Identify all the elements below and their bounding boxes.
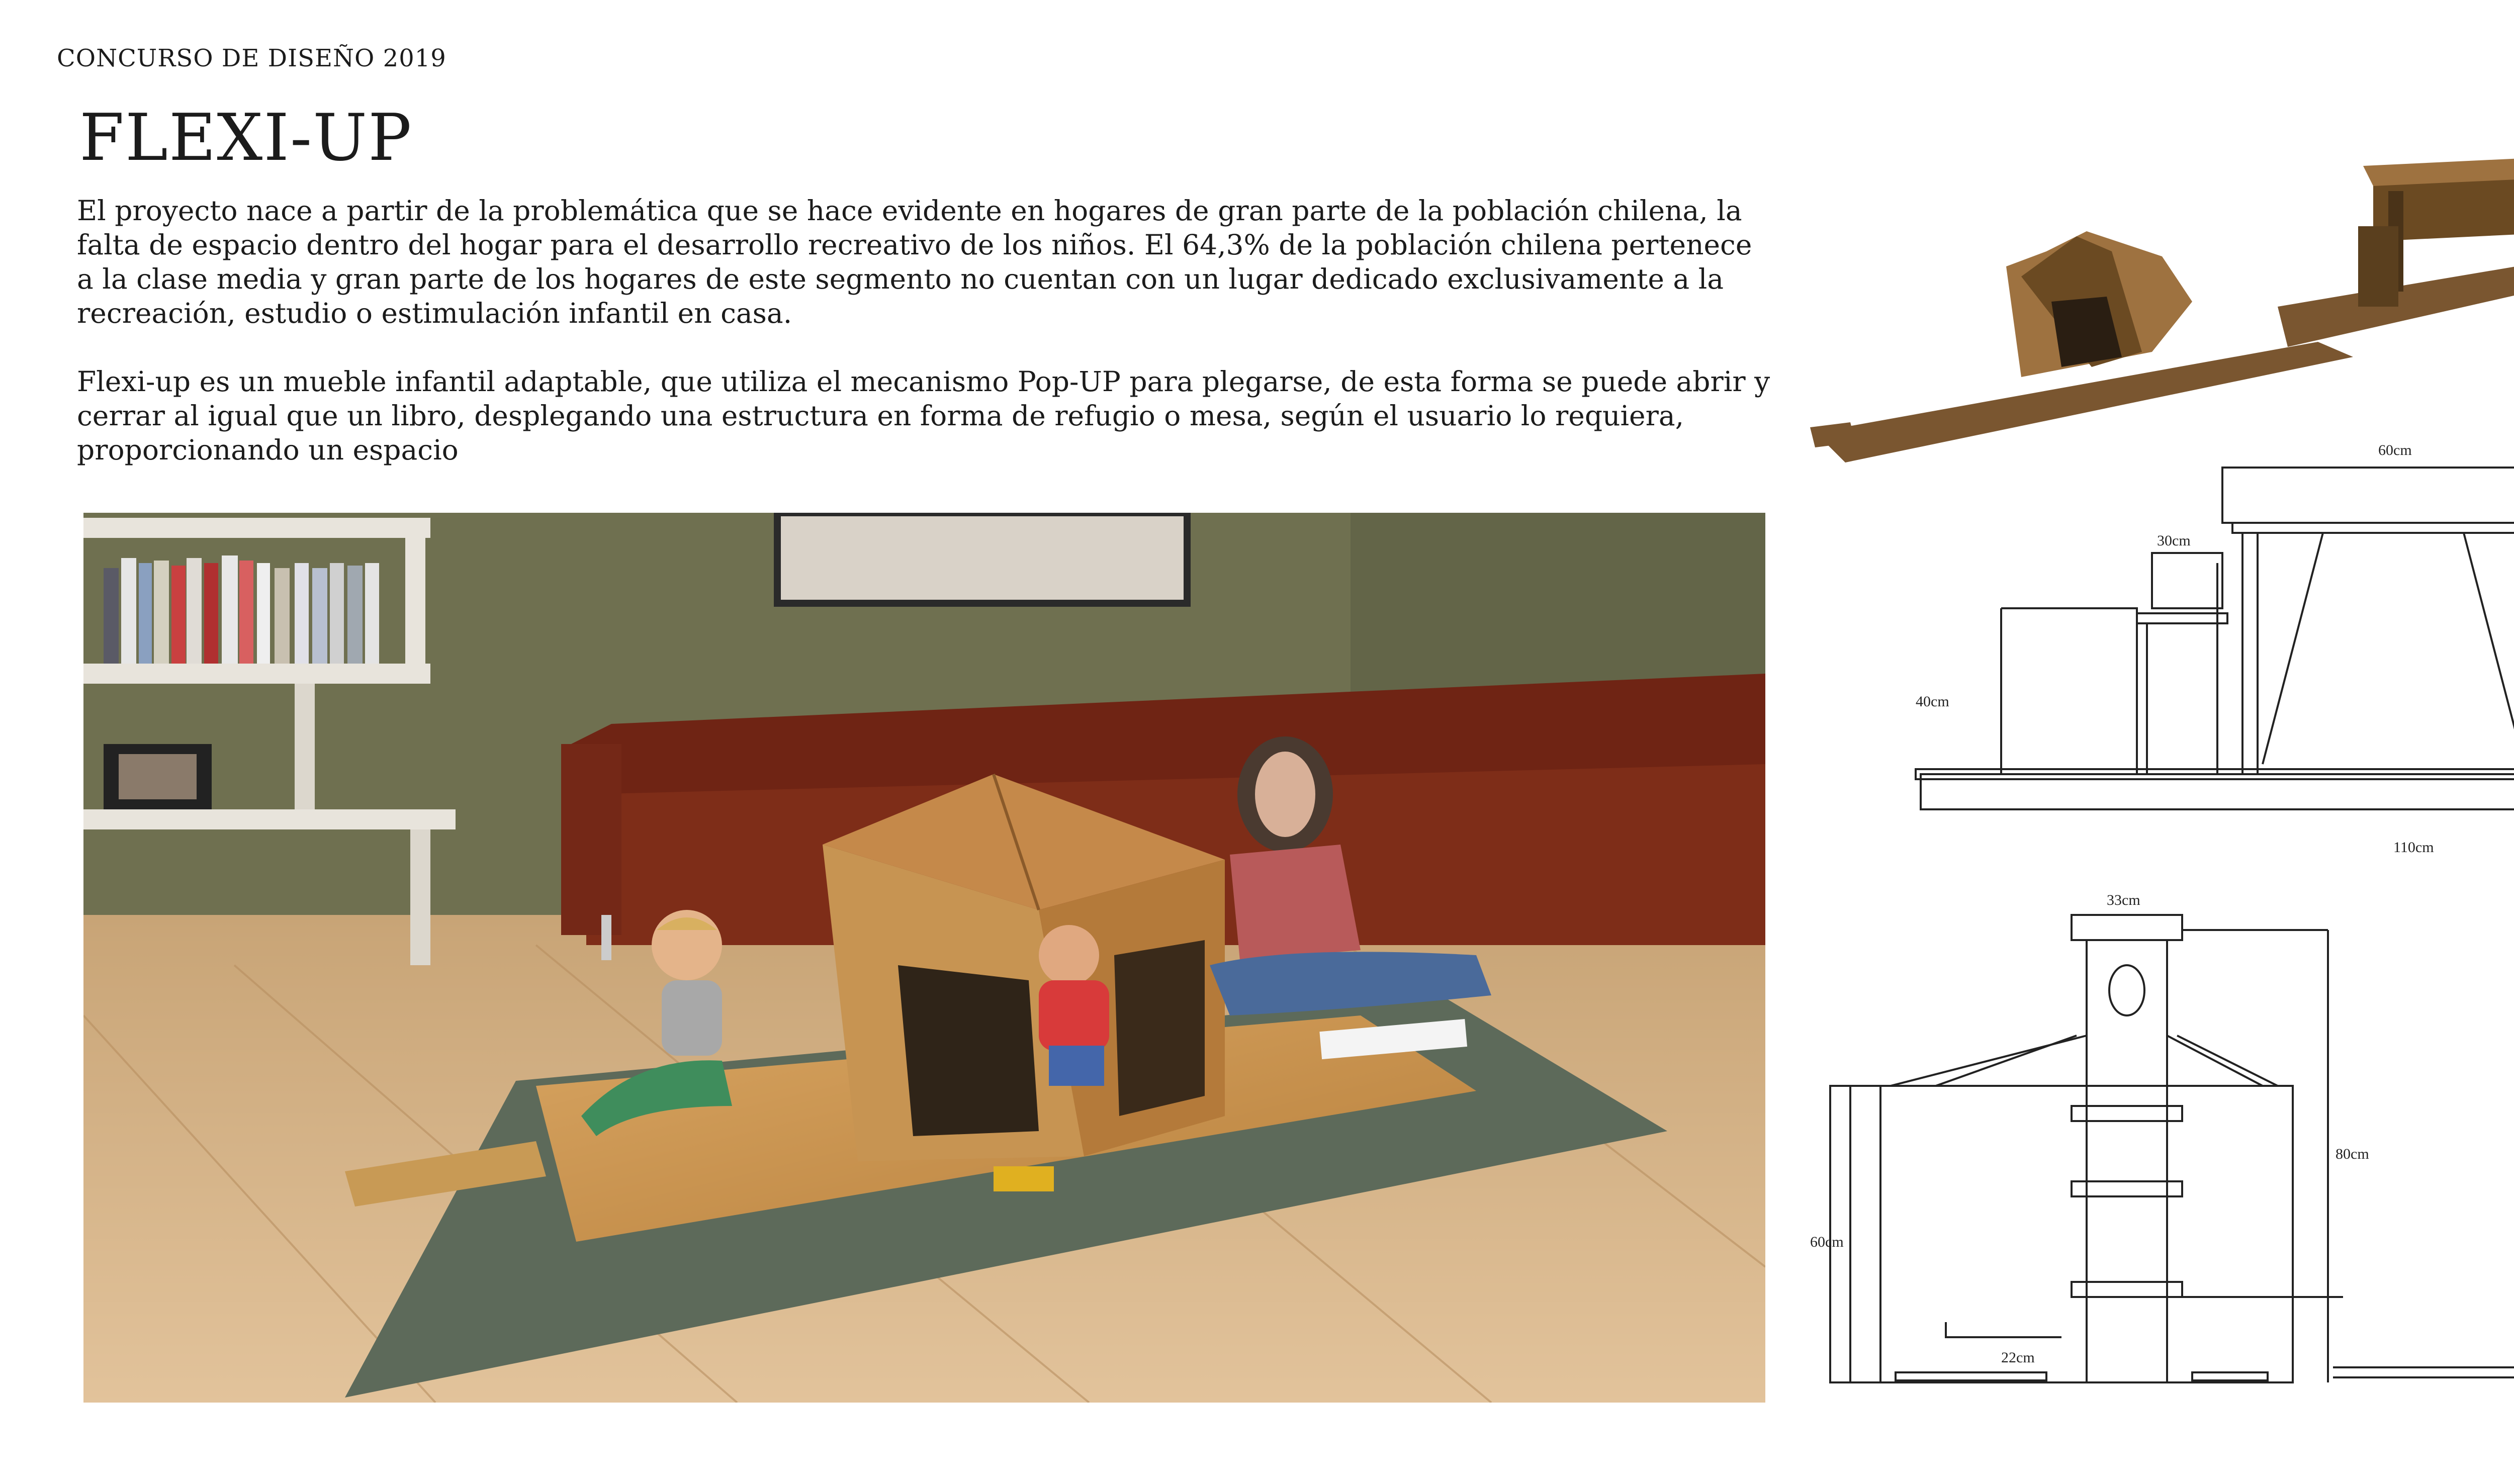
dim-front-width: 33cm [2107,892,2140,908]
dim-front-base: 22cm [2001,1349,2035,1366]
dim-table-width: 60cm [2378,442,2412,458]
product-render [83,513,1765,1403]
contest-header: CONCURSO DE DISEÑO 2019 [57,44,446,72]
dim-stool-width: 30cm [2157,532,2191,549]
toy-truck [994,1166,1054,1191]
wall-painting [777,513,1187,603]
description-paragraph: Flexi-up es un mueble infantil adaptable, que utiliza el mecanismo Pop-UP para plegarse, de esta forma se puede abrir y cerrar al igual que un libro, desplegando una estructura en forma de refugio o mesa, según el usuario lo requiera, proporcionando un espacio [77,365,1770,466]
stage-shelter-3d [1810,231,2353,462]
intro-paragraph: El proyecto nace a partir de la problemática que se hace evidente en hogares de gran parte de la población chilena, la falta de espacio dentro del hogar para el desarrollo recreativo de los niños. El 64,3% de la población chilena pertenece a la clase media y gran parte de los hogares de este segmento no cuentan con un lugar dedicado exclusivamente a la recreación, estudio o estimulación infantil en casa. [77,195,1752,329]
front-elevation [1830,915,2343,1382]
dim-stool-height: 40cm [1916,693,1949,710]
technical-drawings [1810,40,2514,1408]
dim-total-length: 110cm [2393,839,2434,856]
side-elevation [1916,468,2514,809]
dim-front-height: 80cm [2336,1146,2369,1162]
page-title: FLEXI-UP [79,101,413,175]
stage-table-3d [2278,156,2514,347]
dim-front-side: 60cm [1810,1234,1844,1250]
